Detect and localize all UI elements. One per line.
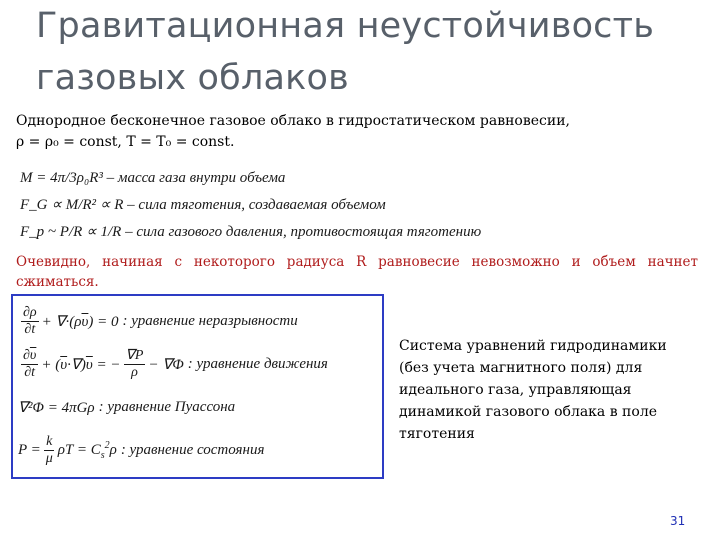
system-line-4: динамикой газового облака в поле [399,404,657,420]
state-label: : уравнение состояния [120,442,265,458]
page-number: 31 [670,514,686,528]
gradp-rho-fraction: $\frac{\nabla P}{\rho}$ [125,348,144,380]
intro-line-2: ρ = ρ₀ = const, T = T₀ = const. [16,134,235,150]
motion-formula-right: − ∇Φ [148,357,184,373]
system-description [399,335,705,445]
pressure-formula: F_p ~ P/R ∝ 1/R [20,224,122,240]
drho-dt-fraction: $\frac{\partial\rho}{\partial t}$ [23,305,37,337]
continuity-label: : уравнение неразрывности [122,313,298,329]
state-formula-right: $\rho T = C_s^2\rho$ [57,440,117,461]
state-formula-left: P = [18,442,41,458]
dv-dt-fraction: $\frac{\partial\overline{\upsilon}}{\partial t}$ [23,348,37,380]
intro-paragraph [16,111,706,153]
mass-equation [20,165,660,192]
poisson-equation [18,386,380,429]
system-line-2: (без учета магнитного поля) для [399,360,643,376]
gravity-formula: F_G ∝ M/R² ∝ R [20,197,124,213]
motion-label: : уравнение движения [187,356,328,372]
system-line-5: тяготения [399,426,475,442]
motion-equation [18,343,380,386]
conclusion-text: Очевидно, начиная с некоторого радиуса R равновесие невозможно и объем начнет сжиматься. [16,254,698,290]
state-equation [18,429,380,472]
title-line-1: Гравитационная неустойчивость [36,6,655,46]
slide-title [36,0,706,104]
pressure-description: – сила газового давления, противостоящая тяготению [125,224,482,240]
poisson-formula: ∇²Φ = 4πGρ [18,400,95,416]
system-line-1: Система уравнений гидродинамики [399,338,667,354]
title-line-2: газовых облаков [36,58,349,98]
motion-formula-left: + $(\overline{\upsilon}\cdot\nabla)\overline{\upsilon}$ = − [41,357,121,373]
pressure-equation [20,219,660,246]
force-equations [20,165,660,246]
intro-line-1: Однородное бесконечное газовое облако в гидростатическом равновесии, [16,113,570,129]
system-line-3: идеального газа, управляющая [399,382,632,398]
hydrodynamic-equations [18,300,380,472]
gravity-equation [20,192,660,219]
gravity-description: – сила тяготения, создаваемая объемом [127,197,386,213]
k-mu-fraction: $\frac{k}{\mu}$ [45,434,53,466]
continuity-equation [18,300,380,343]
mass-description: – масса газа внутри объема [106,170,286,186]
poisson-label: : уравнение Пуассона [98,399,236,415]
continuity-formula: + $\nabla\cdot(\rho\overline{\upsilon}) = 0$ [41,314,119,330]
mass-formula: M = 4π/3ρ₀R³ [20,170,103,186]
